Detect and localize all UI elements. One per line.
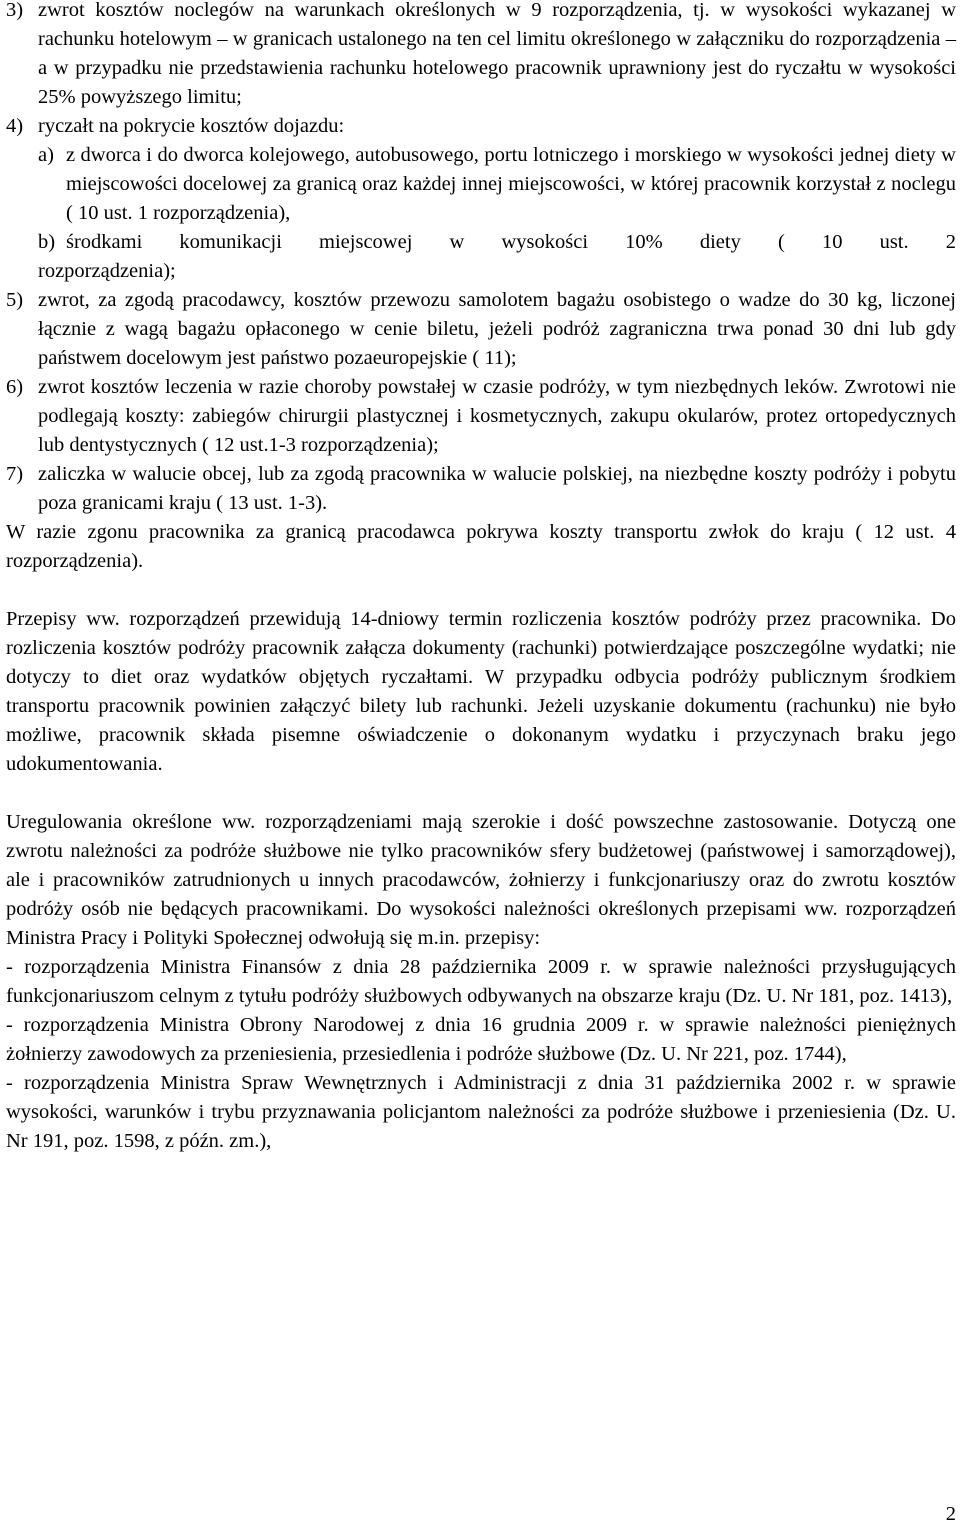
list-number: 7): [6, 463, 24, 485]
list-item: [6, 460, 956, 518]
paragraph-zgon: W razie zgonu pracownika za granicą pracodawca pokrywa koszty transportu zwłok do kraju ( 12 ust. 4 rozporządzenia).: [6, 521, 956, 572]
list-item-text: ryczałt na pokrycie kosztów dojazdu:: [38, 115, 345, 137]
document-page: [6, 0, 956, 1156]
list-number: 3): [6, 0, 24, 21]
list-item: [6, 0, 956, 112]
sub-list-item: [38, 141, 956, 228]
page-number: 2: [945, 1503, 956, 1525]
sub-list-item-text: z dworca i do dworca kolejowego, autobusowego, portu lotniczego i morskiego w wysokości jednej diety w miejscowości docelowej za granicą oraz każdej innej miejscowości, w której pracownik korzystał z noclegu ( 10 ust. 1 rozporządzenia),: [66, 144, 956, 224]
paragraph-uregulowania: Uregulowania określone ww. rozporządzeniami mają szerokie i dość powszechne zastosowanie. Dotyczą one zwrotu należności za podróże służbowe nie tylko pracowników sfery budżetowej (państwowej i samorządowej), ale i pracowników zatrudnionych u innych pracodawców, żołnierzy i funkcjonariuszy oraz do zwrotu kosztów podróży osób nie będących pracownikami. Do wysokości należności określonych przepisami ww. rozporządzeń Ministra Pracy i Polityki Społecznej odwołują się m.in. przepisy:: [6, 811, 956, 949]
list-item: [6, 286, 956, 373]
reference-item: - rozporządzenia Ministra Finansów z dnia 28 października 2009 r. w sprawie należności przysługujących funkcjonariuszom celnym z tytułu podróży służbowych odbywanych na obszarze kraju (Dz. U. Nr 181, poz. 1413),: [6, 956, 956, 1007]
list-item-text: zwrot, za zgodą pracodawcy, kosztów przewozu samolotem bagażu osobistego o wadze do 30 kg, liczonej łącznie z wagą bagażu opłaconego w cenie biletu, jeżeli podróż zagraniczna trwa ponad 30 dni lub gdy państwem docelowym jest państwo pozaeuropejskie ( 11);: [38, 289, 956, 369]
sub-list-item-continuation: rozporządzenia);: [38, 260, 176, 282]
list-number: 5): [6, 289, 24, 311]
list-item: [6, 112, 956, 141]
reference-item: - rozporządzenia Ministra Obrony Narodowej z dnia 16 grudnia 2009 r. w sprawie należności pieniężnych żołnierzy zawodowych za przeniesienia, przesiedlenia i podróże służbowe (Dz. U. Nr 221, poz. 1744),: [6, 1014, 956, 1065]
paragraph-przepisy: Przepisy ww. rozporządzeń przewidują 14-dniowy termin rozliczenia kosztów podróży przez pracownika. Do rozliczenia kosztów podróży pracownik załącza dokumenty (rachunki) potwierdzające poszczególne wydatki; nie dotyczy to diet oraz wydatków objętych ryczałtami. W przypadku odbycia podróży publicznym środkiem transportu pracownik powinien załączyć bilety lub rachunki. Jeżeli uzyskanie dokumentu (rachunku) nie było możliwe, pracownik składa pisemne oświadczenie o dokonanym wydatku i przyczynach braku jego udokumentowania.: [6, 608, 956, 775]
list-item-text: zwrot kosztów noclegów na warunkach określonych w 9 rozporządzenia, tj. w wysokości wykazanej w rachunku hotelowym – w granicach ustalonego na ten cel limitu określonego w załączniku do rozporządzenia – a w przypadku nie przedstawienia rachunku hotelowego pracownik uprawniony jest do ryczałtu w wysokości 25% powyższego limitu;: [38, 0, 956, 108]
reference-item: - rozporządzenia Ministra Spraw Wewnętrznych i Administracji z dnia 31 października 2002 r. w sprawie wysokości, warunków i trybu przyznawania policjantom należności za podróże służbowe i przeniesienia (Dz. U. Nr 191, poz. 1598, z późn. zm.),: [6, 1072, 956, 1152]
sub-list-item-text: środkami komunikacji miejscowej w wysokości 10% diety ( 10 ust. 2: [66, 231, 956, 253]
list-item-text: zwrot kosztów leczenia w razie choroby powstałej w czasie podróży, w tym niezbędnych leków. Zwrotowi nie podlegają koszty: zabiegów chirurgii plastycznej i kosmetycznych, zakupu okularów, protez ortopedycznych lub dentystycznych ( 12 ust.1-3 rozporządzenia);: [38, 376, 956, 456]
list-item-text: zaliczka w walucie obcej, lub za zgodą pracownika w walucie polskiej, na niezbędne koszty podróży i pobytu poza granicami kraju ( 13 ust. 1-3).: [38, 463, 956, 514]
sub-list-item: [38, 228, 956, 257]
sub-list-letter: b): [38, 231, 56, 253]
sub-list-letter: a): [38, 144, 54, 166]
list-item: [6, 373, 956, 460]
list-number: 6): [6, 376, 24, 398]
list-number: 4): [6, 115, 24, 137]
